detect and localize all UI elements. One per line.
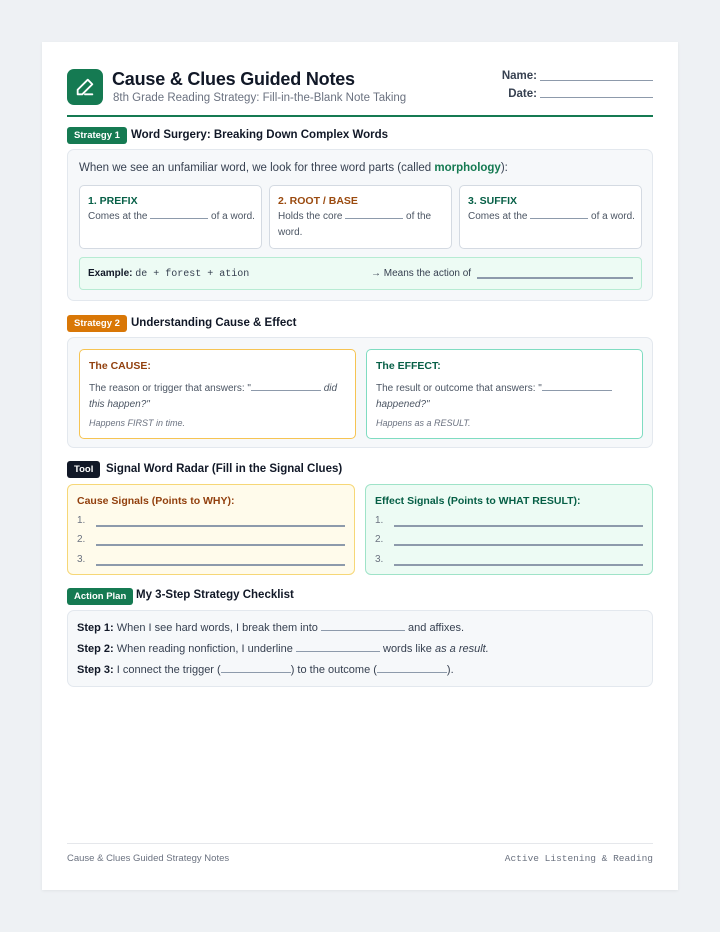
example-box [79,257,642,290]
prefix-box [79,185,262,249]
cause-signal-number: 3. [77,554,86,565]
cause-box [79,349,356,439]
step-3: Step 3: I connect the trigger ( ) to the outcome ( ). [77,664,454,676]
effect-signal-line[interactable] [394,525,643,527]
cause-blank[interactable] [251,383,321,391]
step3-trigger-blank[interactable] [221,665,291,673]
name-field[interactable] [540,80,653,81]
prefix-blank[interactable] [150,211,208,219]
suffix-box [459,185,642,249]
step-1: Step 1: When I see hard words, I break them into and affixes. [77,622,465,634]
suffix-title: 3. SUFFIX [468,195,518,207]
suffix-text: Comes at the of a word. [468,211,635,222]
cause-signal-line[interactable] [96,525,345,527]
effect-signal-number: 1. [375,515,384,526]
pencil-logo-icon [67,69,103,105]
page-subtitle: 8th Grade Reading Strategy: Fill-in-the-Blank Note Taking [113,92,407,104]
action-title: My 3-Step Strategy Checklist [136,589,294,601]
prefix-title: 1. PREFIX [88,195,138,207]
suffix-blank[interactable] [530,211,588,219]
name-label: Name: [501,70,537,82]
root-text: Holds the core of the word. [278,211,432,238]
action-badge: Action Plan [67,588,133,605]
tool-title: Signal Word Radar (Fill in the Signal Clues) [106,463,343,475]
cause-title: The CAUSE: [89,360,151,372]
tool-badge: Tool [67,461,100,478]
cause-signal-line[interactable] [96,544,345,546]
effect-box [366,349,643,439]
effect-signals-title: Effect Signals (Points to WHAT RESULT): [375,495,581,507]
cause-note: Happens FIRST in time. [89,418,186,428]
root-title: 2. ROOT / BASE [278,195,358,207]
cause-signal-number: 1. [77,515,86,526]
effect-note: Happens as a RESULT. [376,418,471,428]
checklist-panel [67,610,653,687]
effect-signal-number: 2. [375,534,384,545]
step-2: Step 2: When reading nonfiction, I underline words like as a result. [77,643,489,655]
effect-signal-line[interactable] [394,544,643,546]
footer-divider [67,843,653,844]
strategy2-badge: Strategy 2 [67,315,127,332]
root-blank[interactable] [345,211,403,219]
morphology-intro: When we see an unfamiliar word, we look for three word parts (called morphology): [79,162,508,174]
step2-blank[interactable] [296,644,380,652]
step1-blank[interactable] [321,623,405,631]
cause-signal-line[interactable] [96,564,345,566]
example-blank[interactable] [477,277,633,279]
date-label: Date: [508,88,537,100]
page-title: Cause & Clues Guided Notes [112,69,355,89]
strategy1-title: Word Surgery: Breaking Down Complex Words [131,129,389,141]
footer-right: Active Listening & Reading [504,853,653,864]
strategy2-title: Understanding Cause & Effect [131,317,297,329]
strategy1-panel [67,149,653,301]
example-means: → Means the action of [371,268,472,279]
effect-text: The result or outcome that answers: " happened?" [376,381,636,413]
date-field[interactable] [540,97,653,98]
effect-signals-box [365,484,653,575]
root-box [269,185,452,249]
step3-outcome-blank[interactable] [377,665,447,673]
effect-title: The EFFECT: [376,360,441,372]
effect-signal-line[interactable] [394,564,643,566]
footer-left: Cause & Clues Guided Strategy Notes [67,853,230,864]
cause-signals-box [67,484,355,575]
strategy1-badge: Strategy 1 [67,127,127,144]
worksheet-page [42,42,678,890]
prefix-text: Comes at the of a word. [88,211,255,222]
cause-signals-title: Cause Signals (Points to WHY): [77,495,235,507]
example-text: Example: de + forest + ation [88,268,250,280]
header-divider [67,115,653,117]
cause-text: The reason or trigger that answers: " did this happen?" [89,383,338,410]
effect-blank[interactable] [542,383,612,391]
effect-signal-number: 3. [375,554,384,565]
strategy2-panel [67,337,653,448]
cause-signal-number: 2. [77,534,86,545]
